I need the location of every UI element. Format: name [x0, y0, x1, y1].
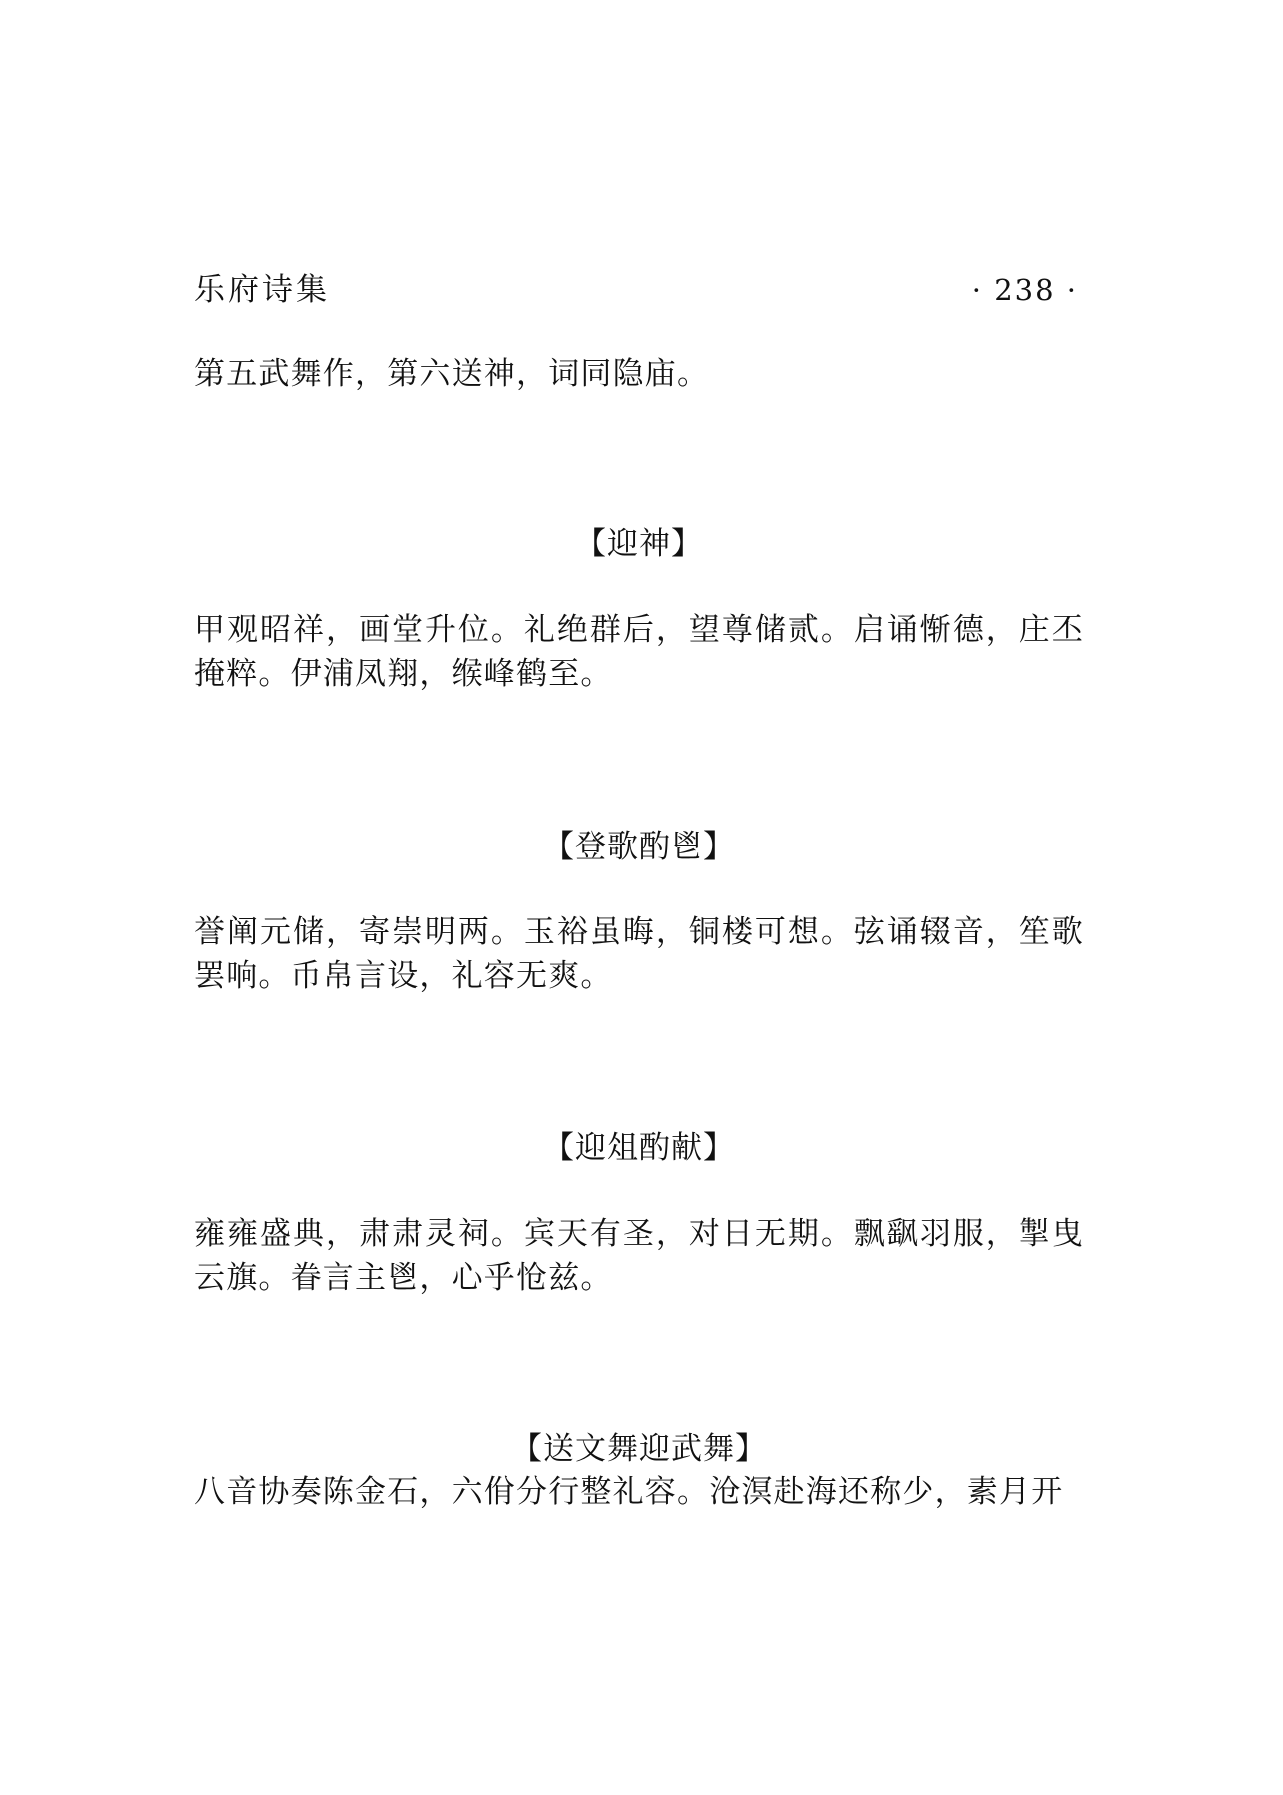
section-title-yingshen: 【迎神】 — [575, 526, 703, 562]
section-title-yingzu: 【迎俎酌献】 — [543, 1130, 735, 1166]
book-title: 乐府诗集 — [194, 272, 330, 308]
section-text-dengge: 誉阐元储，寄崇明两。玉裕虽晦，铜楼可想。弦诵辍音，笙歌罢响。币帛言设，礼容无爽。 — [194, 914, 1084, 994]
section-text-yingshen: 甲观昭祥，画堂升位。礼绝群后，望尊储贰。启诵惭德，庄丕掩粹。伊浦凤翔，缑峰鹤至。 — [194, 612, 1084, 692]
intro-paragraph: 第五武舞作，第六送神，词同隐庙。 — [194, 356, 710, 392]
section-text-yingzu: 雍雍盛典，肃肃灵祠。宾天有圣，对日无期。飘飖羽服，掣曳云旗。眷言主鬯，心乎怆兹。 — [194, 1216, 1084, 1296]
section-title-dengge: 【登歌酌鬯】 — [543, 829, 735, 865]
section-text-songwenwu: 八音协奏陈金石，六佾分行整礼容。沧溟赴海还称少，素月开 — [194, 1474, 1064, 1510]
section-title-songwenwu: 【送文舞迎武舞】 — [511, 1431, 767, 1467]
page-number: · 238 · — [971, 273, 1078, 307]
